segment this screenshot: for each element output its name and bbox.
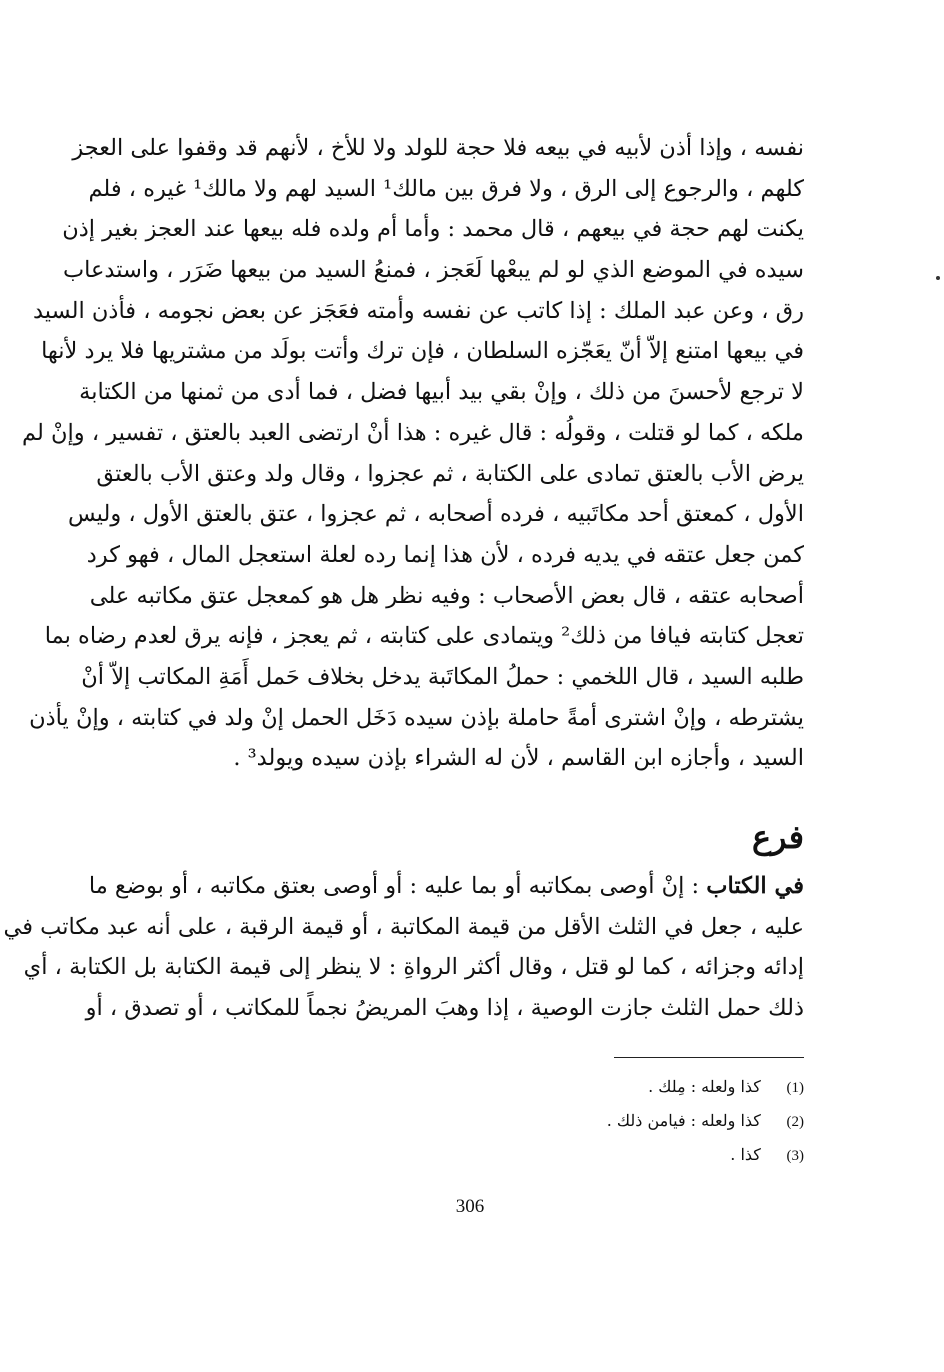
footnote-text: كذا ولعله : فيامن ذلك . <box>606 1111 761 1130</box>
footnote-number: (1) <box>786 1080 804 1096</box>
text-line: كلهم ، والرجوع إلى الرق ، ولا فرق بين مالك¹ السيد لهم ولا مالك¹ غيره ، فلم <box>88 175 804 202</box>
text-line: في بيعها امتنع إلاّ أنّ يعَجّزه السلطان ، فإن ترك وأتت بولَد من مشتريها فلا يرد لأنها <box>41 338 804 365</box>
text-line: ملكه ، كما لو قتلت ، وقولُه : قال غيره : هذا أنْ ارتضى العبد بالعتق ، تفسير ، وإنْ لم <box>22 419 804 446</box>
footnote-text: كذا . <box>730 1145 761 1164</box>
page-number: 306 <box>455 1196 485 1217</box>
text-line: طلبه السيد ، قال اللخمي : حملُ المكاتَبة يدخل بخلاف حَمل أَمَةِ المكاتب إلاّ أنْ <box>81 663 804 690</box>
text-line: الأول ، كمعتق أحد مكاتَبيه ، فرده أصحابه ، ثم عجزوا ، عتق بالعتق الأول ، وليس <box>68 501 804 528</box>
margin-mark <box>936 276 940 280</box>
footnote-text: كذا ولعله : مِلك . <box>648 1077 761 1096</box>
footnote <box>504 1070 804 1104</box>
text-line: يرض الأب بالعتق تمادى على الكتابة ، ثم عجزوا ، وقال ولد وعتق الأب بالعتق <box>96 460 804 487</box>
text-line: سيده في الموضع الذي لو لم يبعْها لَعَجز ، فمنعُ السيد من بيعها ضَرَر ، واستدعاب <box>62 257 804 284</box>
text-line: السيد ، وأجازه ابن القاسم ، لأن له الشراء بإذن سيده ويولد³ . <box>233 745 804 772</box>
text-line: نفسه ، وإذا أذن لأبيه في بيعه فلا حجة للولد ولا للأخ ، لأنهم قد وقفوا على العجز <box>72 135 804 161</box>
text-line: إدائه وجزائه ، كما لو قتل ، وقال أكثر الرواةِ : لا ينظر إلى قيمة الكتابة بل الكتابة ، أي <box>23 954 804 981</box>
section-heading: فرع <box>751 818 804 856</box>
footnote <box>504 1138 804 1172</box>
footnote-number: (2) <box>786 1114 804 1130</box>
text-line: يكنت لهم حجة في بيعهم ، قال محمد : وأما أم ولده فله بيعها عند العجز بغير إذن <box>62 216 804 243</box>
text-line: رق ، وعن عبد الملك : إذا كاتب عن نفسه وأمته فعَجَز عن بعض نجومه ، فأذن السيد <box>32 297 804 324</box>
text-line: عليه ، جعل في الثلث الأقل من قيمة المكاتبة ، أو قيمة الرقبة ، على أنه عبد مكاتب في <box>3 913 804 940</box>
text-line: يشترطه ، وإنْ اشترى أمةً حاملة بإذن سيده دَخَل الحمل إنْ ولد في كتابته ، وإنْ يأذن <box>29 704 804 731</box>
footnote-number: (3) <box>786 1148 804 1164</box>
text-line: أصحابه عتقه ، قال بعض الأصحاب : وفيه نظر هل هو كمعجل عتق مكاتبه على <box>89 582 804 609</box>
section-lead: في الكتاب <box>706 873 804 899</box>
text-line: كمن جعل عتقه في يديه فرده ، لأن هذا إنما رده لعلة استعجل المال ، فهو كرد <box>86 541 804 568</box>
text-line: لا ترجع لأحسنَ من ذلك ، وإنْ بقي بيد أبيها فضل ، فما أدى من ثمنها من الكتابة <box>79 379 804 406</box>
section-paragraph <box>3 866 804 1029</box>
text-line: ذلك حمل الثلث جازت الوصية ، إذا وهبَ المريضُ نجماً للمكاتب ، أو تصدق ، أو <box>85 995 804 1022</box>
text-line: تعجل كتابته فيافا من ذلك² ويتمادى على كتابته ، ثم يعجز ، فإنه يرق لعدم رضاه بما <box>44 623 804 650</box>
footnotes <box>504 1070 804 1172</box>
text-line <box>88 866 804 907</box>
section-first-line: : إنْ أوصى بمكاتبه أو بما عليه : أو أوصى بعتق مكاتبه ، أو بوضع ما <box>88 873 707 899</box>
footnote-rule <box>614 1057 804 1058</box>
main-paragraph <box>22 128 804 779</box>
footnote <box>504 1104 804 1138</box>
